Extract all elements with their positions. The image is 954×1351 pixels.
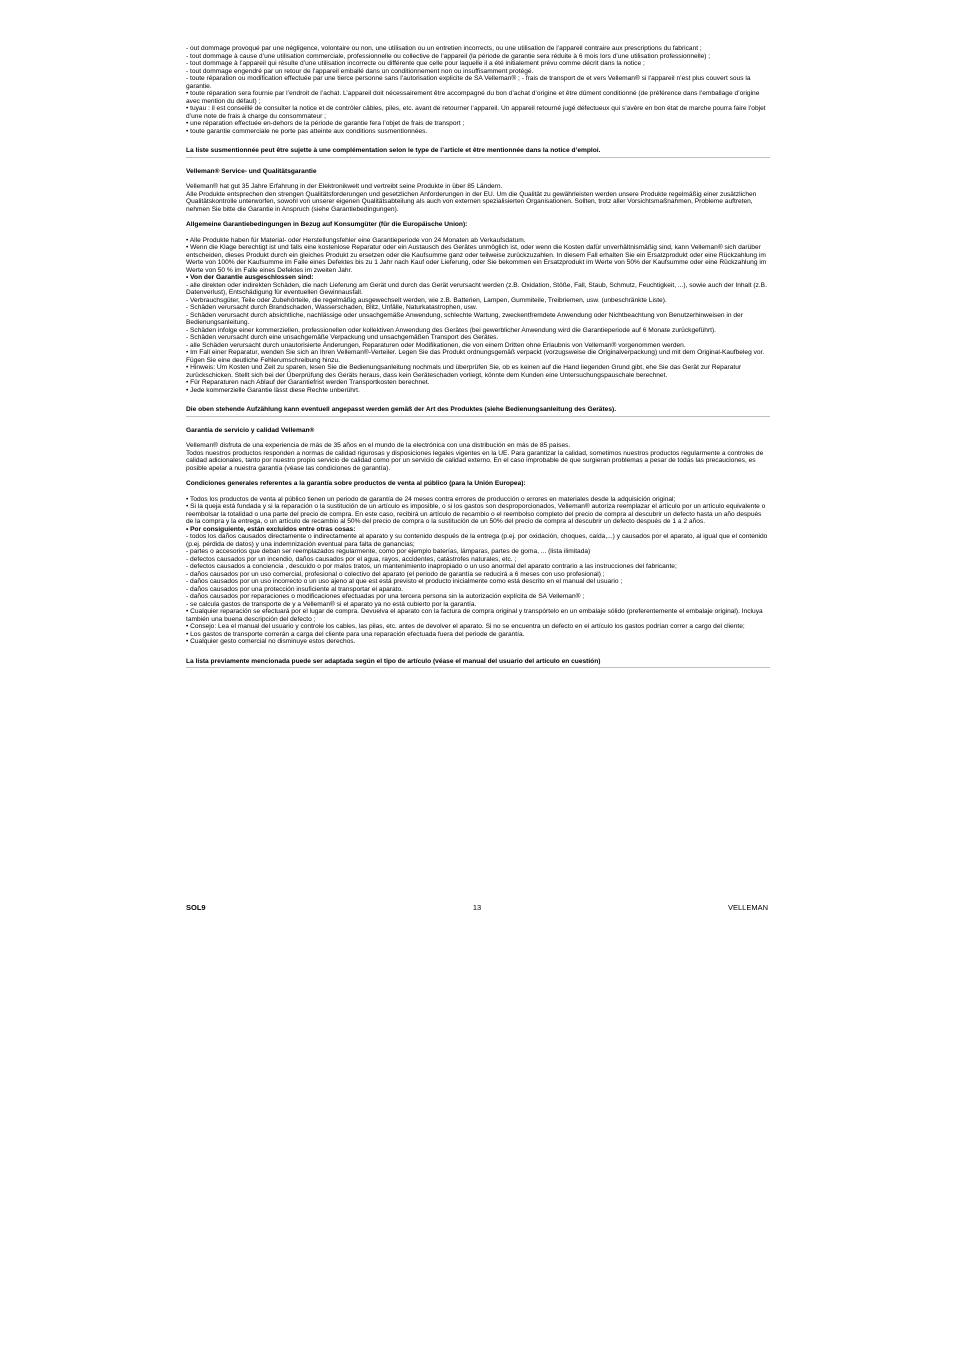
german-note: Die oben stehende Aufzählung kann eventuell angepasst werden gemäß der Art des Produktes (siehe Bedienungsanleitung des Gerätes). xyxy=(186,406,770,417)
german-conditions-heading: Allgemeine Garantiebedingungen in Bezug auf Konsumgüter (für die Europäische Union): xyxy=(186,221,468,228)
spanish-heading: Garantía de servicio y calidad Velleman® xyxy=(186,426,315,434)
german-heading: Velleman® Service- und Qualitätsgarantie xyxy=(186,167,317,175)
german-excluded: - alle direkten oder indirekten Schäden, die nach Lieferung am Gerät und durch das Gerät verursacht werden (z.B. Oxidation, Stöße, Fall, Staub, Schmutz, Feuchtigkeit, ...), sowie auch der Inhalt (z.B. Datenverlust), Entschädigung für eventuellen Gewinnausfall. - Verbrauchsgüter, Teile oder Zubehörteile, die regelmäßig ausgewechselt werden, wie z.B. Batterien, Lampen, Gummiteile, Treibriemen, usw. (unbeschränkte Liste). - Schäden verursacht durch Brandschaden, Wasserschaden, Blitz, Unfälle, Naturkatastrophen, usw. - Schäden verursacht durch absichtliche, nachlässige oder unsachgemäße Anwendung, schlechte Wartung, zweckentfremdete Anwendung oder Nichtbeachtung von Benutzerhinweisen in der Bedienungsanleitung. - Schäden infolge einer kommerziellen, professionellen oder kollektiven Anwendung des Gerätes (bei gewerblicher Anwendung wird die Garantieperiode auf 6 Monate zurückgeführt). - Schäden verursacht durch eine unsachgemäße Verpackung und unsachgemäßen Transport des Gerätes. - alle Schäden verursacht durch unautorisierte Änderungen, Reparaturen oder Modifikationen, die von einem Dritten ohne Erlaubnis von Velleman® vorgenommen werden. • Im Fall einer Reparatur, wenden Sie sich an Ihren Velleman®-Verteiler. Legen Sie das Produkt ordnungsgemäß verpackt (vorzugsweise die Originalverpackung) und mit dem Original-Kaufbeleg vor. Fügen Sie eine deutliche Fehlerumschreibung hinzu. • Hinweis: Um Kosten und Zeit zu sparen, lesen Sie die Bedienungsanleitung nochmals und überprüfen Sie, ob es keinen auf die Hand liegenden Grund gibt, ehe Sie das Gerät zur Reparatur zurückschicken. Stellt sich bei der Überprüfung des Geräts heraus, dass kein Geräteschaden vorliegt, könnte dem Kunden eine Untersuchungspauschale berechnet. • Für Reparaturen nach Ablauf der Garantiefrist werden Transportkosten berechnet. • Jede kommerzielle Garantie lässt diese Rechte unberührt. xyxy=(186,281,767,394)
french-note: La liste susmentionnée peut être sujette à une complémentation selon le type de l’article et être mentionnée dans la notice d’emploi. xyxy=(186,147,770,158)
french-exclusions-text: - out dommage provoqué par une négligence, volontaire ou non, une utilisation ou un entretien incorrects, ou une utilisation de l’appareil contraire aux prescriptions du fabricant ; - tout dommage à cause d’une utilisation commerciale, professionnelle ou collective de l’appareil (la période de garantie sera réduite à 6 mois lors d’une utilisation professionnelle) ; - tout dommage à l’appareil qui résulte d’une utilisation incorrecte ou différente que celle pour laquelle il a été initialement prévu comme décrit dans la notice ; - tout dommage engendré par un retour de l’appareil emballé dans un conditionnement non ou insuffisamment protégé. - toute réparation ou modification effectuée par une tierce personne sans l’autorisation explicite de SA Velleman® ; - frais de transport de et vers Velleman® si l’appareil n’est plus couvert sous la garantie. • toute réparation sera fournie par l’endroit de l’achat. L’appareil doit nécessairement être accompagné du bon d’achat d’origine et être dûment conditionné (de préférence dans l’emballage d’origine avec mention du défaut) ; • tuyau : il est conseillé de consulter la notice et de contrôler câbles, piles, etc. avant de retourner l’appareil. Un appareil retourné jugé défectueux qui s’avère en bon état de marche pourra faire l’objet d’une note de frais à charge du consommateur ; • une réparation effectuée en-dehors de la période de garantie fera l’objet de frais de transport ; • toute garantie commerciale ne porte pas atteinte aux conditions susmentionnées. xyxy=(186,45,766,135)
footer-page-number: 13 xyxy=(472,903,482,912)
german-section xyxy=(186,168,770,417)
spanish-excluded-heading: • Por consiguiente, están excluidos entre otras cosas: xyxy=(186,525,356,533)
document-body xyxy=(186,45,770,668)
spanish-conditions-heading: Condiciones generales referentes a la garantía sobre productos de venta al público (para la Unión Europea): xyxy=(186,480,526,487)
german-excluded-heading: • Von der Garantie ausgeschlossen sind: xyxy=(186,274,314,281)
spanish-intro: Velleman® disfruta de una experiencia de más de 35 años en el mundo de la electrónica con una distribución en más de 85 países. Todos nuestros productos responden a normas de calidad rigurosas y disposiciones legales vigentes en la UE. Para garantizar la calidad, sometimos nuestros productos regularmente a controles de calidad adicionales, tanto por nuestro propio servicio de calidad como por un servicio de calidad externo. En el caso improbable de que surgieran problemas a pesar de todas las precauciones, es posible apelar a nuestra garantía (véase las condiciones de garantía). xyxy=(186,442,764,472)
spanish-section xyxy=(186,427,770,669)
spanish-conditions: • Todos los productos de venta al público tienen un periodo de garantía de 24 meses contra errores de producción o errores en materiales desde la adquisición original; • Si la queja está fundada y si la reparación o la sustitución de un artículo es imposible, o si los gastos son desproporcionados, Velleman® autoriza reemplazar el artículo por un artículo equivalente o reembolsar la totalidad o una parte del precio de compra. En este caso, recibirá un artículo de recambio o el reembolso completo del precio de compra al descubrir un defecto hasta un año después de la compra y la entrega, o un artículo de recambio al 50% del precio de compra o la sustitución de un 50% del precio de compra al descubrir un defecto después de 1 a 2 años. xyxy=(186,495,766,525)
footer-model: SOL9 xyxy=(186,903,206,912)
french-section xyxy=(186,45,770,158)
footer-brand: VELLEMAN xyxy=(727,903,768,912)
german-conditions: • Alle Produkte haben für Material- oder Herstellungsfehler eine Garantieperiode von 24 Monaten ab Verkaufsdatum. • Wenn die Klage berechtigt ist und falls eine kostenlose Reparatur oder ein Austausch des Gerätes unmöglich ist, oder wenn die Kosten dafür unverhältnismäßig sind, kann Velleman® sich darüber entscheiden, dieses Produkt durch ein gleiches Produkt zu ersetzen oder die Kaufsumme ganz oder teilweise zurückzuzahlen. In diesem Fall erhalten Sie ein Ersatzprodukt oder eine Rückzahlung im Werte von 100% der Kaufsumme im Falle eines Defektes bis zu 1 Jahr nach Kauf oder Lieferung, oder Sie bekommen ein Ersatzprodukt im Werte von 50% der Kaufsumme oder eine Rückzahlung im Werte von 50 % im Falle eines Defektes im zweiten Jahr. xyxy=(186,236,767,274)
spanish-excluded: - todos los daños causados directamente o indirectamente al aparato y su contenido después de la entrega (p.ej. por oxidación, choques, caída,...) y causados por el aparato, al igual que el contenido (p.ej. pérdida de datos) y una indemnización eventual para falta de ganancias; - partes o accesorios que deban ser reemplazados regularmente, como por ejemplo baterías, lámparas, partes de goma, ... (lista ilimitada) - defectos causados por un incendio, daños causados por el agua, rayos, accidentes, catástrofes naturales, etc. ; - defectos causados a conciencia , descuido o por malos tratos, un mantenimiento inapropiado o un uso anormal del aparato contrario a las instrucciones del fabricante; - daños causados por un uso comercial, profesional o colectivo del aparato (el periodo de garantía se reducirá a 6 meses con uso profesional) ; - daños causados por un uso incorrecto o un uso ajeno al que est está previsto el producto inicialmente como está descrito en el manual del usuario ; - daños causados por una protección insuficiente al transportar el aparato. - daños causados por reparaciones o modificaciones efectuadas por una tercera persona sin la autorización explícita de SA Velleman® ; - se calcula gastos de transporte de y a Velleman® si el aparato ya no está cubierto por la garantía. • Cualquier reparación se efectuará por el lugar de compra. Devuelva el aparato con la factura de compra original y transpórtelo en un embalaje sólido (preferentemente el embalaje original). Incluya también una buena descripción del defecto ; • Consejo: Lea el manual del usuario y controle los cables, las pilas, etc. antes de devolver el aparato. Si no se encuentra un defecto en el artículo los gastos podrían correr a cargo del cliente; • Los gastos de transporte correrán a carga del cliente para una reparación efectuada fuera del periode de garantía. • Cualquier gesto comercial no disminuye estos derechos. xyxy=(186,533,768,645)
german-intro: Velleman® hat gut 35 Jahre Erfahrung in der Elektronikwelt und vertreibt seine Produkte in über 85 Ländern. Alle Produkte entsprechen den strengen Qualitätsforderungen und gesetzlichen Anforderungen in der EU. Um die Qualität zu gewährleisten werden unsere Produkte regelmäßig einer zusätzlichen Qualitätskontrolle unterworfen, sowohl von unserer eigenen Qualitätsabteilung als auch von externen spezialisierten Organisationen. Sollten, trotz aller Vorsichtsmaßnahmen, Probleme auftreten, nehmen Sie bitte die Garantie in Anspruch (siehe Garantiebedingungen). xyxy=(186,183,757,213)
page-footer xyxy=(186,903,768,915)
spanish-note: La lista previamente mencionada puede ser adaptada según el tipo de artículo (véase el manual del usuario del artículo en cuestión) xyxy=(186,658,770,669)
